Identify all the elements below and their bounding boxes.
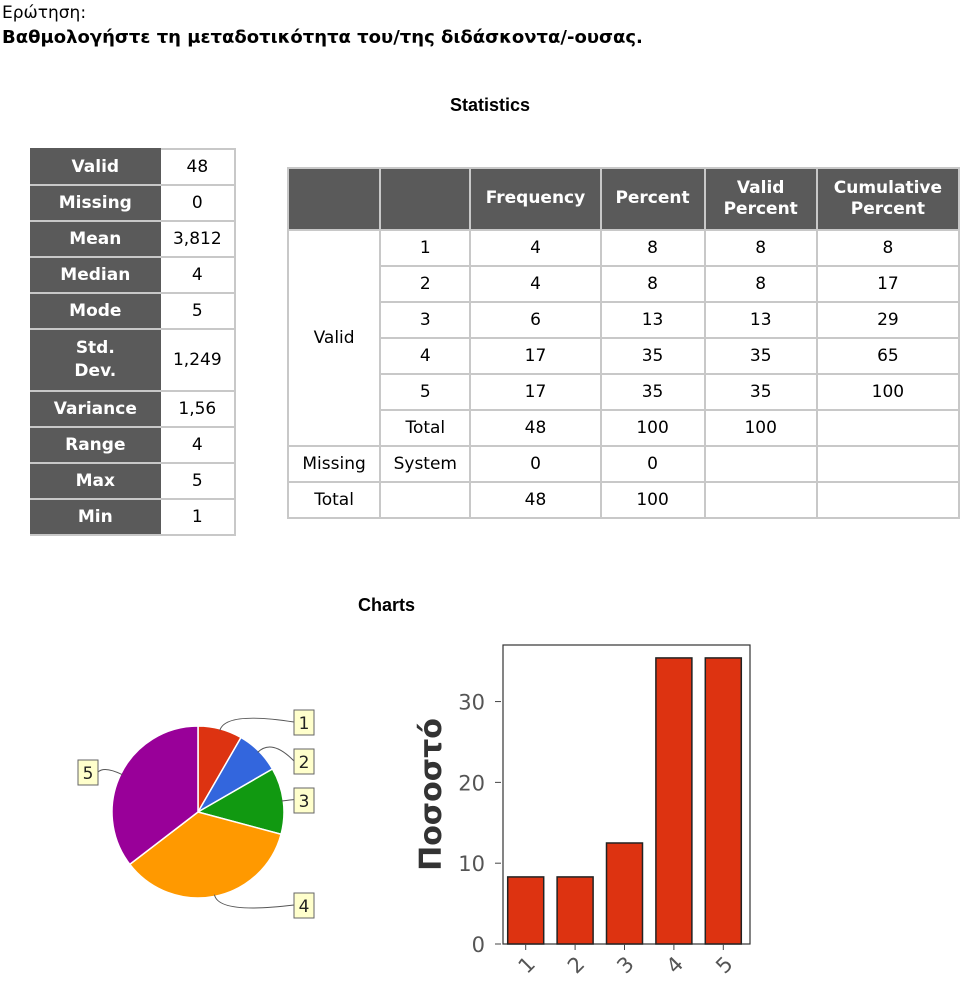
cell-cumulative: 8 <box>817 230 959 266</box>
cell-percent: 35 <box>601 374 705 410</box>
stats-row <box>31 391 235 427</box>
statistics-table <box>30 148 236 536</box>
x-tick-label: 3 <box>612 951 639 979</box>
cell-cumulative: 17 <box>817 266 959 302</box>
question-label: Ερώτηση: <box>2 3 87 23</box>
stats-label: Valid <box>31 149 160 185</box>
cell-valid-percent: 8 <box>705 266 817 302</box>
cell-empty <box>705 446 817 482</box>
table-row <box>288 374 959 410</box>
total-label: Total <box>288 482 380 518</box>
bar-5 <box>705 658 741 944</box>
cell-value: 1 <box>380 230 470 266</box>
cell-frequency: 4 <box>470 230 600 266</box>
cell-value: 3 <box>380 302 470 338</box>
cell-percent: 8 <box>601 266 705 302</box>
table-row <box>288 230 959 266</box>
pie-chart <box>70 700 330 920</box>
stats-row <box>31 185 235 221</box>
y-tick-label: 10 <box>458 852 485 877</box>
stats-row <box>31 329 235 391</box>
cell-empty <box>705 482 817 518</box>
cell-valid-percent: 35 <box>705 338 817 374</box>
stats-value: 0 <box>160 185 235 221</box>
charts-heading: Charts <box>358 595 416 615</box>
header-cumulative-percent: Cumulative Percent <box>817 168 959 230</box>
cell-frequency: 48 <box>470 410 600 446</box>
cell-frequency: 0 <box>470 446 600 482</box>
stats-label: Min <box>31 499 160 535</box>
stats-value: 1,249 <box>160 329 235 391</box>
pie-label-5: 5 <box>82 764 94 784</box>
table-row <box>288 266 959 302</box>
stats-label: Median <box>31 257 160 293</box>
valid-group-label: Valid <box>288 230 380 446</box>
cell-value: 5 <box>380 374 470 410</box>
cell-percent: 0 <box>601 446 705 482</box>
cell-value: 4 <box>380 338 470 374</box>
stats-value: 4 <box>160 427 235 463</box>
bar-chart <box>405 640 755 985</box>
cell-cumulative: 65 <box>817 338 959 374</box>
x-tick-label: 5 <box>711 951 738 979</box>
pie-label-2: 2 <box>298 753 310 773</box>
stats-value: 48 <box>160 149 235 185</box>
cell-frequency: 6 <box>470 302 600 338</box>
cell-valid-percent: 100 <box>705 410 817 446</box>
table-row <box>288 410 959 446</box>
cell-frequency: 4 <box>470 266 600 302</box>
cell-cumulative: 100 <box>817 374 959 410</box>
cell-percent: 100 <box>601 410 705 446</box>
cell-valid-percent: 13 <box>705 302 817 338</box>
stats-row <box>31 293 235 329</box>
table-row <box>288 338 959 374</box>
missing-label: Missing <box>288 446 380 482</box>
y-tick-label: 30 <box>458 690 485 715</box>
cell-percent: 35 <box>601 338 705 374</box>
bar-1 <box>508 877 544 944</box>
cell-frequency: 17 <box>470 338 600 374</box>
cell-total-label: Total <box>380 410 470 446</box>
stats-value: 5 <box>160 463 235 499</box>
x-tick-label: 2 <box>562 951 590 979</box>
statistics-heading: Statistics <box>450 95 531 115</box>
stats-row <box>31 499 235 535</box>
cell-value: 2 <box>380 266 470 302</box>
table-row <box>288 446 959 482</box>
y-tick-label: 0 <box>471 933 485 957</box>
stats-label: Missing <box>31 185 160 221</box>
x-tick-label: 1 <box>513 951 540 979</box>
cell-valid-percent: 8 <box>705 230 817 266</box>
stats-row <box>31 221 235 257</box>
stats-label: Range <box>31 427 160 463</box>
cell-frequency: 48 <box>470 482 600 518</box>
pie-leader-line <box>98 769 122 774</box>
stats-value: 1,56 <box>160 391 235 427</box>
bar-2 <box>557 877 593 944</box>
stats-label: Std. Dev. <box>31 329 160 391</box>
stats-row <box>31 149 235 185</box>
stats-label: Max <box>31 463 160 499</box>
cell-frequency: 17 <box>470 374 600 410</box>
system-label: System <box>380 446 470 482</box>
stats-row <box>31 257 235 293</box>
pie-leader-line <box>220 718 294 730</box>
pie-label-4: 4 <box>298 897 310 917</box>
table-row <box>288 302 959 338</box>
x-tick-label: 4 <box>661 951 689 979</box>
header-valid-percent: Valid Percent <box>705 168 817 230</box>
stats-label: Mode <box>31 293 160 329</box>
header-frequency: Frequency <box>470 168 600 230</box>
y-tick-label: 20 <box>458 771 485 796</box>
cell-percent: 100 <box>601 482 705 518</box>
table-row <box>288 482 959 518</box>
frequency-header-row <box>288 168 959 230</box>
header-percent: Percent <box>601 168 705 230</box>
cell-cumulative: 29 <box>817 302 959 338</box>
stats-label: Variance <box>31 391 160 427</box>
stats-value: 5 <box>160 293 235 329</box>
question-text: Βαθμολογήστε τη μεταδοτικότητα του/της διδάσκοντα/-ουσας. <box>2 27 643 48</box>
cell-empty <box>817 410 959 446</box>
y-axis-label: Ποσοστό <box>414 718 449 871</box>
stats-value: 1 <box>160 499 235 535</box>
frequency-table <box>287 167 960 519</box>
pie-label-1: 1 <box>298 714 310 734</box>
cell-empty <box>817 482 959 518</box>
header-blank <box>288 168 380 230</box>
stats-value: 3,812 <box>160 221 235 257</box>
cell-percent: 13 <box>601 302 705 338</box>
cell-empty <box>380 482 470 518</box>
stats-row <box>31 463 235 499</box>
header-blank <box>380 168 470 230</box>
bar-4 <box>656 658 692 944</box>
stats-row <box>31 427 235 463</box>
pie-leader-line <box>214 895 294 908</box>
stats-value: 4 <box>160 257 235 293</box>
cell-percent: 8 <box>601 230 705 266</box>
cell-empty <box>817 446 959 482</box>
pie-label-3: 3 <box>298 792 310 812</box>
stats-label: Mean <box>31 221 160 257</box>
bar-3 <box>607 843 643 944</box>
cell-valid-percent: 35 <box>705 374 817 410</box>
